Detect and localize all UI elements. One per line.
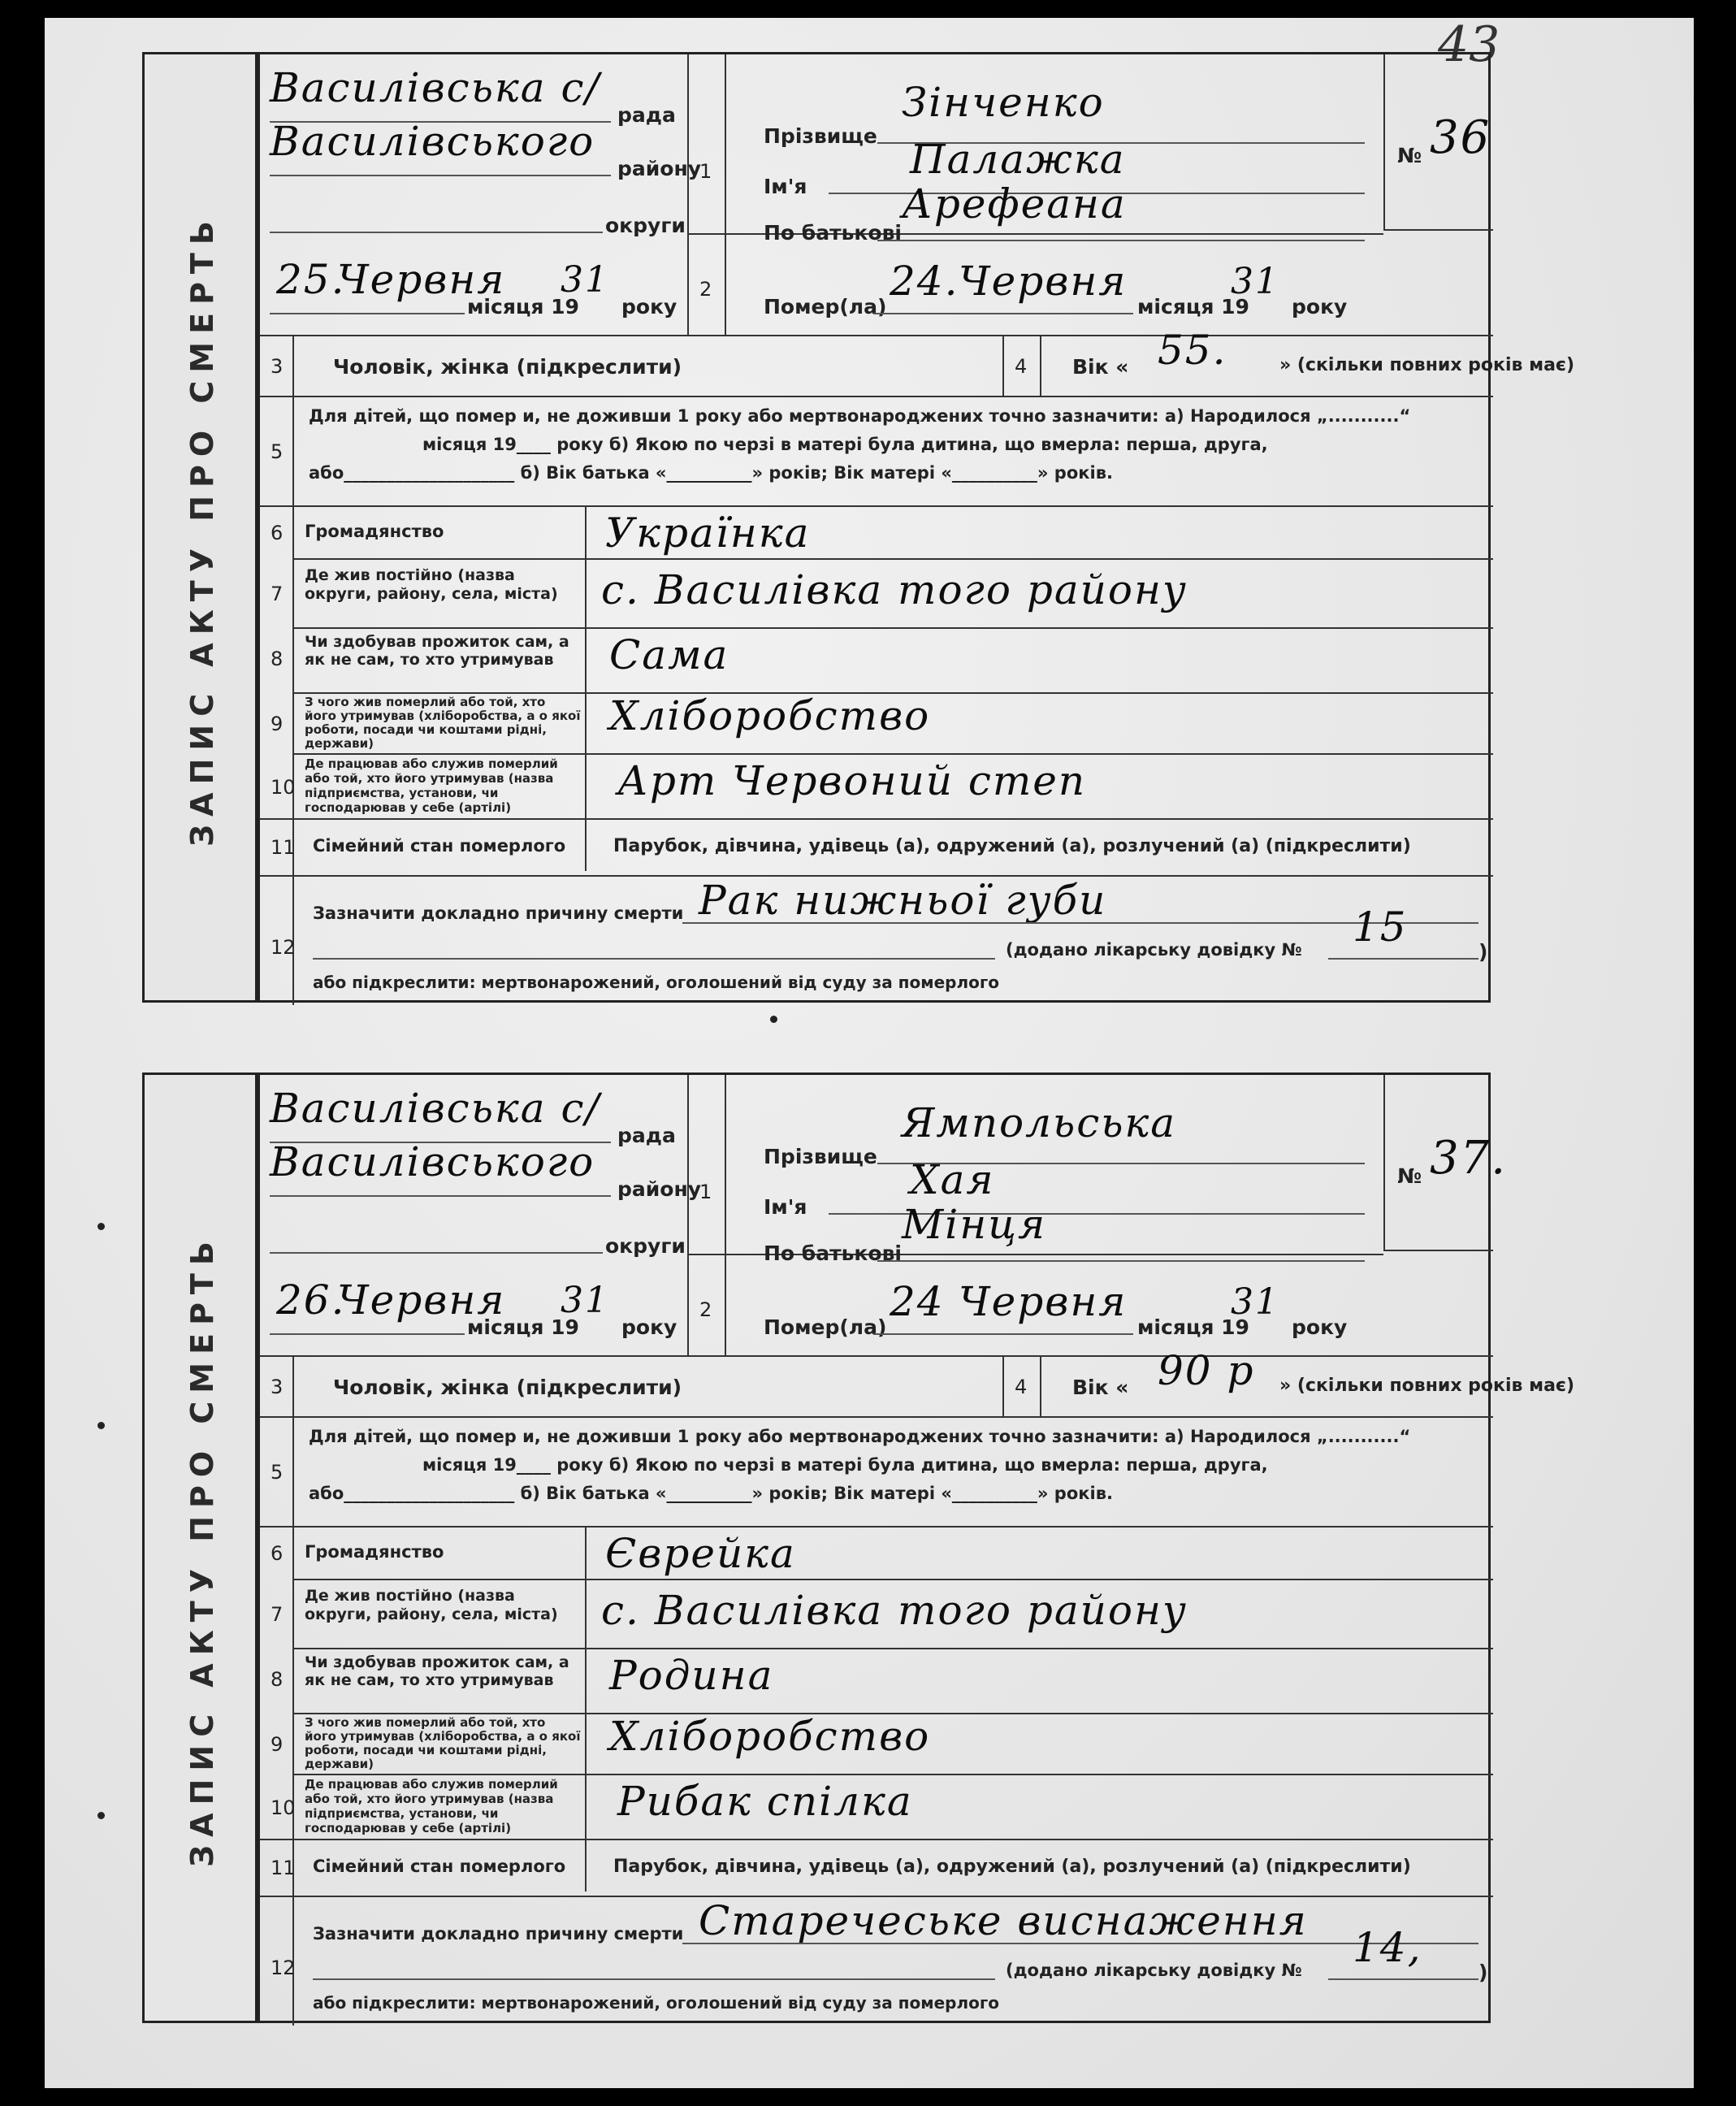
certificate-number-value: 15 (1353, 904, 1408, 951)
livelihood-label: Чи здобував прожиток сам, а як не сам, то хто утримував (305, 1653, 569, 1689)
row-number: 1 (699, 160, 712, 183)
died-label: Помер(ла) (764, 295, 887, 318)
sex-field: Чоловік, жінка (підкреслити) (333, 355, 682, 379)
died-day-value: 24. (890, 258, 959, 305)
row-number: 8 (271, 648, 284, 670)
row-number: 9 (271, 713, 284, 735)
livelihood-label: Чи здобував прожиток сам, а як не сам, то хто утримував (305, 633, 569, 669)
surname-label: Прізвище (764, 124, 877, 148)
name-value: Палажка (910, 136, 1126, 183)
reg-year-value: 31 (561, 1280, 609, 1321)
council-value: Василівська с/ (270, 1085, 601, 1132)
workplace-value: Рибак спілка (617, 1778, 913, 1825)
patronymic-label: По батькові (764, 1242, 902, 1265)
death-cause-label: Зазначити докладно причину смерти (313, 904, 684, 923)
died-label: Помер(ла) (764, 1315, 887, 1339)
record-number-label: № (1397, 144, 1422, 167)
record-side-title: ЗАПИС АКТУ ПРО СМЕРТЬ (184, 213, 220, 847)
marital-status-label: Сімейний стан померлого (313, 836, 566, 856)
citizenship-label: Громадянство (305, 1542, 444, 1562)
month-label: місяця 19 (467, 1315, 579, 1339)
name-label: Ім'я (764, 175, 807, 198)
died-month-value: Червня (959, 258, 1128, 305)
record-number-value: 36 (1430, 111, 1491, 164)
row-number: 1 (699, 1181, 712, 1203)
row-number: 6 (271, 522, 284, 544)
age-suffix: » (скільки повних років має) (1279, 1376, 1575, 1396)
workplace-label: Де працював або служив померлий або той, хто його утримував (назва підприємства, установи, чи господарював у себе (артілі) (305, 756, 558, 815)
year-label: року (1292, 1315, 1348, 1339)
binding-hole (97, 1223, 105, 1230)
age-label: Вік « (1072, 1376, 1129, 1399)
row-number: 3 (271, 355, 284, 378)
year-label: року (621, 295, 678, 318)
livelihood-value: Родина (609, 1652, 774, 1699)
patronymic-value: Мінця (902, 1201, 1047, 1248)
died-day-value: 24 (890, 1278, 945, 1325)
row-number: 5 (271, 1461, 284, 1484)
death-cause-alternatives: або підкреслити: мертвонарожений, оголошений від суду за померлого (313, 973, 1000, 992)
row-number: 7 (271, 583, 284, 605)
reg-day-value: 26. (276, 1276, 346, 1324)
okruha-label: округи (605, 1234, 686, 1258)
residence-label: Де жив постійно (назва округи, району, села, міста) (305, 1587, 558, 1623)
district-label: району (617, 1177, 702, 1201)
residence-value: с. Василівка того району (601, 566, 1188, 613)
income-source-label: З чого жив померлий або той, хто його утримував (хліборобства, а о якої роботи, посади чи коштами рідні, держави) (305, 695, 581, 751)
row-number: 2 (699, 1298, 712, 1321)
record-number-value: 37. (1430, 1132, 1508, 1185)
children-line-2: місяця 19____ року б) Якою по черзі в матері була дитина, що вмерла: перша, друга, (422, 1455, 1268, 1475)
death-cause-value: Рак нижньої губи (699, 877, 1107, 924)
citizenship-label: Громадянство (305, 522, 444, 541)
district-value: Василівського (270, 1138, 595, 1185)
income-source-value: Хліборобство (609, 692, 931, 739)
livelihood-value: Сама (609, 631, 729, 678)
month-label: місяця 19 (1137, 1315, 1249, 1339)
income-source-label: З чого жив померлий або той, хто його утримував (хліборобства, а о якої роботи, посади чи коштами рідні, держави) (305, 1715, 581, 1771)
row-number: 4 (1015, 1376, 1028, 1398)
row-number: 10 (271, 1796, 296, 1819)
age-value: 90 р (1158, 1347, 1255, 1394)
record-side-title-panel (142, 1072, 258, 2023)
residence-label: Де жив постійно (назва округи, району, села, міста) (305, 566, 558, 603)
income-source-value: Хліборобство (609, 1713, 931, 1760)
row-number: 12 (271, 936, 296, 959)
row-number: 6 (271, 1542, 284, 1565)
children-line-1: Для дітей, що помер и, не доживши 1 року або мертвонароджених точно зазначити: а) Народилося „...........“ (309, 406, 1411, 426)
children-line-3: або____________________ б) Вік батька «__________» років; Вік матері «__________» років. (309, 1484, 1113, 1503)
year-label: року (1292, 295, 1348, 318)
row-number: 9 (271, 1733, 284, 1756)
citizenship-value: Українка (605, 509, 811, 557)
row-number: 8 (271, 1668, 284, 1691)
month-label: місяця 19 (467, 295, 579, 318)
marital-status-options: Парубок, дівчина, удівець (а), одружений (а), розлучений (а) (підкреслити) (613, 836, 1411, 856)
month-label: місяця 19 (1137, 295, 1249, 318)
reg-day-value: 25. (276, 256, 346, 303)
sex-field: Чоловік, жінка (підкреслити) (333, 1376, 682, 1399)
age-suffix: » (скільки повних років має) (1279, 355, 1575, 375)
age-value: 55. (1158, 327, 1227, 374)
row-number: 11 (271, 836, 296, 859)
row-number: 5 (271, 440, 284, 463)
year-label: року (621, 1315, 678, 1339)
row-number: 3 (271, 1376, 284, 1398)
died-year-value: 31 (1231, 261, 1279, 302)
binding-hole (770, 1016, 777, 1023)
binding-hole (97, 1812, 105, 1819)
row-number: 7 (271, 1603, 284, 1626)
workplace-value: Арт Червоний степ (617, 757, 1087, 804)
binding-hole (97, 1422, 105, 1429)
age-label: Вік « (1072, 355, 1129, 379)
certificate-label: (додано лікарську довідку № (1006, 1961, 1302, 1980)
residence-value: с. Василівка того району (601, 1587, 1188, 1634)
council-label: рада (617, 1124, 676, 1147)
patronymic-label: По батькові (764, 221, 902, 245)
council-label: рада (617, 103, 676, 127)
citizenship-value: Єврейка (605, 1530, 796, 1577)
death-cause-alternatives: або підкреслити: мертвонарожений, оголошений від суду за померлого (313, 1993, 1000, 2013)
certificate-close: ) (1478, 1961, 1488, 1984)
died-year-value: 31 (1231, 1281, 1279, 1323)
children-line-3: або____________________ б) Вік батька «__________» років; Вік матері «__________» років. (309, 463, 1113, 483)
marital-status-options: Парубок, дівчина, удівець (а), одружений (а), розлучений (а) (підкреслити) (613, 1857, 1411, 1877)
row-number: 11 (271, 1857, 296, 1879)
page-number: 43 (1438, 16, 1500, 73)
certificate-label: (додано лікарську довідку № (1006, 940, 1302, 960)
okruha-label: округи (605, 214, 686, 237)
reg-month-value: Червня (337, 1276, 506, 1324)
name-label: Ім'я (764, 1195, 807, 1219)
certificate-number-value: 14, (1353, 1924, 1422, 1971)
death-cause-value: Старечеське виснаження (699, 1897, 1308, 1944)
children-line-1: Для дітей, що помер и, не доживши 1 року або мертвонароджених точно зазначити: а) Народилося „...........“ (309, 1427, 1411, 1446)
record-number-label: № (1397, 1164, 1422, 1188)
row-number: 12 (271, 1956, 296, 1979)
surname-value: Ямпольська (902, 1099, 1177, 1146)
certificate-close: ) (1478, 940, 1488, 964)
death-cause-label: Зазначити докладно причину смерти (313, 1924, 684, 1944)
council-value: Василівська с/ (270, 64, 601, 111)
surname-value: Зінченко (902, 79, 1105, 126)
record-side-title: ЗАПИС АКТУ ПРО СМЕРТЬ (184, 1233, 220, 1867)
marital-status-label: Сімейний стан померлого (313, 1857, 566, 1876)
children-line-2: місяця 19____ року б) Якою по черзі в матері була дитина, що вмерла: перша, друга, (422, 435, 1268, 454)
record-form (258, 52, 1575, 1003)
reg-month-value: Червня (337, 256, 506, 303)
died-month-value: Червня (959, 1278, 1128, 1325)
surname-label: Прізвище (764, 1145, 877, 1168)
row-number: 10 (271, 776, 296, 799)
district-label: району (617, 157, 702, 180)
row-number: 4 (1015, 355, 1028, 378)
row-number: 2 (699, 278, 712, 301)
district-value: Василівського (270, 118, 595, 165)
patronymic-value: Арефеана (902, 180, 1127, 228)
name-value: Хая (910, 1156, 995, 1203)
workplace-label: Де працював або служив померлий або той, хто його утримував (назва підприємства, установи, чи господарював у себе (артілі) (305, 1777, 558, 1835)
reg-year-value: 31 (561, 259, 609, 301)
record-side-title-panel (142, 52, 258, 1003)
record-form (258, 1072, 1575, 2023)
